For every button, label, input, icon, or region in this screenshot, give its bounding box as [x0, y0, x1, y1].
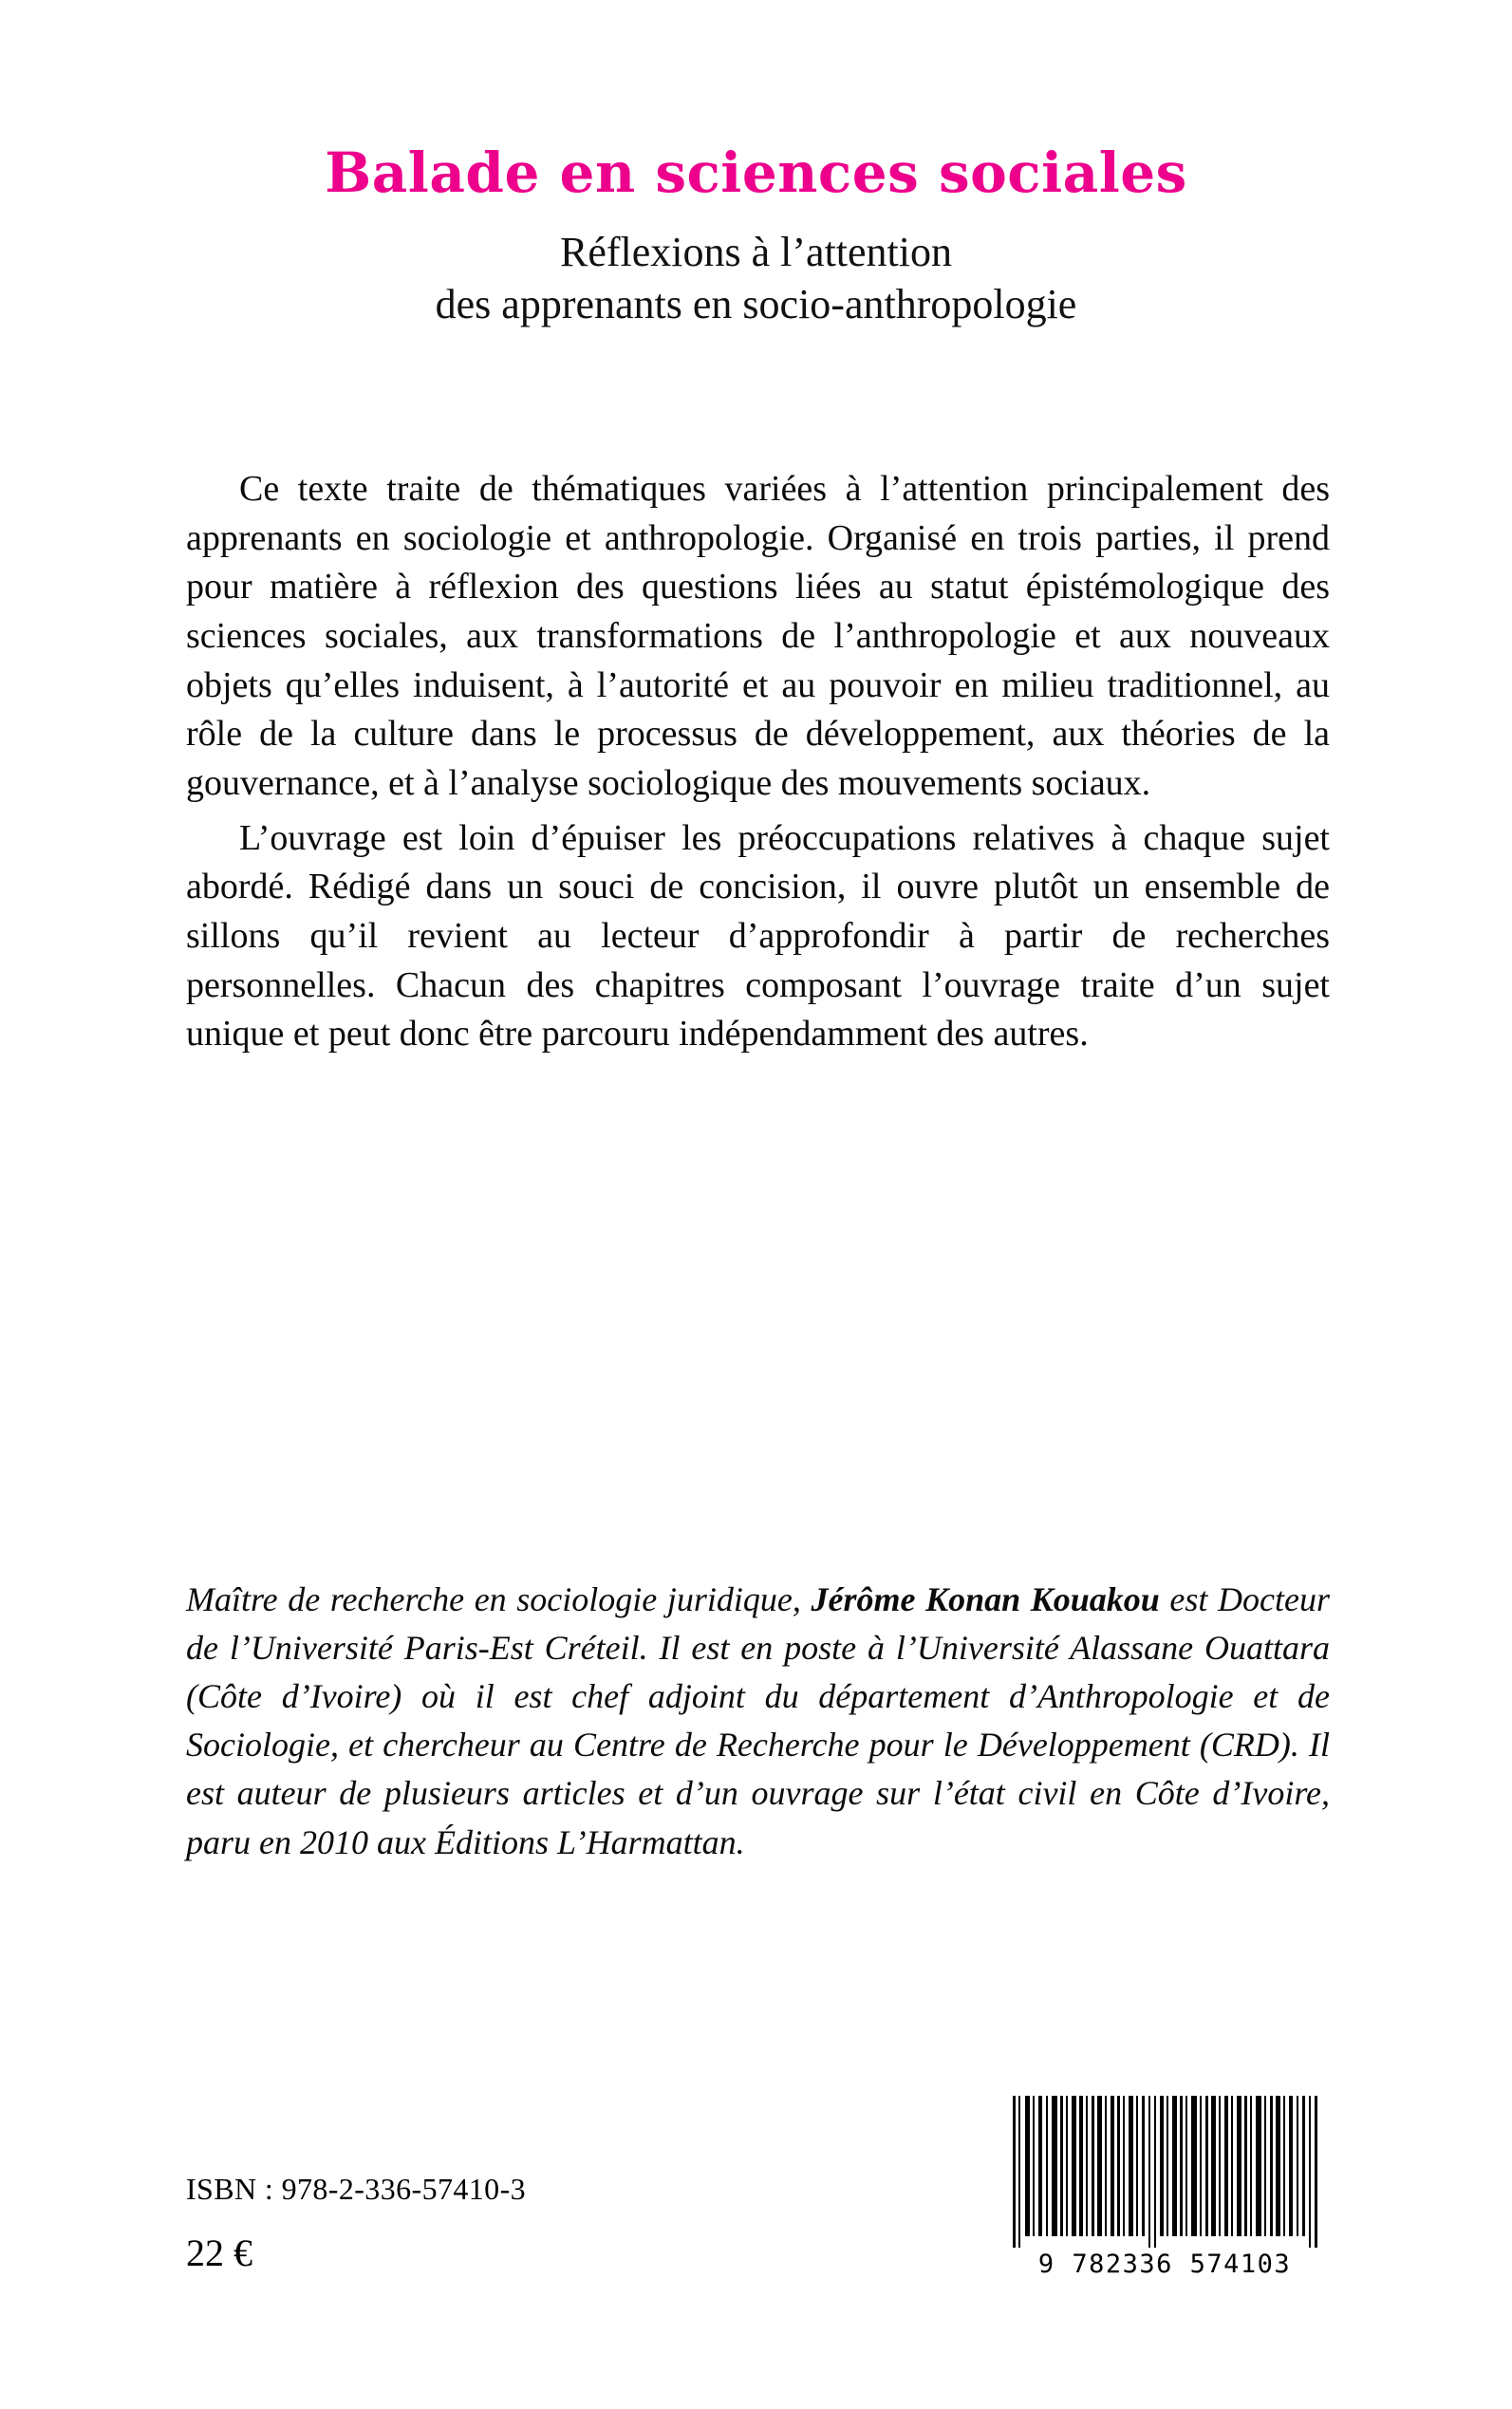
author-bio [186, 1576, 1330, 1867]
book-title: Balade en sciences sociales [325, 140, 1187, 205]
barcode-digits: 9 782336 574103 [1037, 2250, 1292, 2279]
blurb-paragraph-2: L’ouvrage est loin d’épuiser les préoccupations relatives à chaque sujet abordé. Rédigé dans un souci de concision, il ouvre plutôt un ensemble de sillons qu’il revient au lecteur d’approfondir à partir de recherches personnelles. Chacun des chapitres composant l’ouvrage traite d’un sujet unique et peut donc être parcouru indépendamment des autres. [186, 817, 1330, 1055]
blurb-paragraph-1: Ce texte traite de thématiques variées à l’attention principalement des apprenants en sociologie et anthropologie. Organisé en trois parties, il prend pour matière à réflexion des questions liées au statut épistémologique des sciences sociales, aux transformations de l’anthropologie et aux nouveaux objets qu’elles induisent, à l’autorité et au pouvoir en milieu traditionnel, au rôle de la culture dans le processus de développement, aux théories de la gouvernance, et à l’analyse sociologique des mouvements sociaux. [186, 469, 1330, 804]
book-subtitle-line-1: Réflexions à l’attention [560, 229, 952, 275]
author-bio-after-name: est Docteur de l’Université Paris-Est Créteil. Il est en poste à l’Université Alassane Ouattara (Côte d’Ivoire) où il est chef adjoint du département d’Anthropologie et de Sociologie, et chercheur au Centre de Recherche pour le Développement (CRD). Il est auteur de plusieurs articles et d’un ouvrage sur l’état civil en Côte d’Ivoire, paru en 2010 aux Éditions L’Harmattan. [186, 1580, 1330, 1861]
price-text: 22 € [186, 2232, 252, 2274]
author-bio-before-name: Maître de recherche en sociologie juridique, [186, 1580, 812, 1618]
author-name: Jérôme Konan Kouakou [811, 1580, 1160, 1618]
barcode-bars-icon [1009, 2096, 1320, 2248]
blurb-text [186, 465, 1330, 1059]
barcode [999, 2086, 1330, 2297]
book-subtitle-line-2: des apprenants en socio-anthropologie [435, 281, 1077, 327]
isbn-text: ISBN : 978-2-336-57410-3 [186, 2172, 527, 2206]
author-bio-paragraph [186, 1576, 1330, 1867]
book-subtitle [0, 226, 1512, 330]
